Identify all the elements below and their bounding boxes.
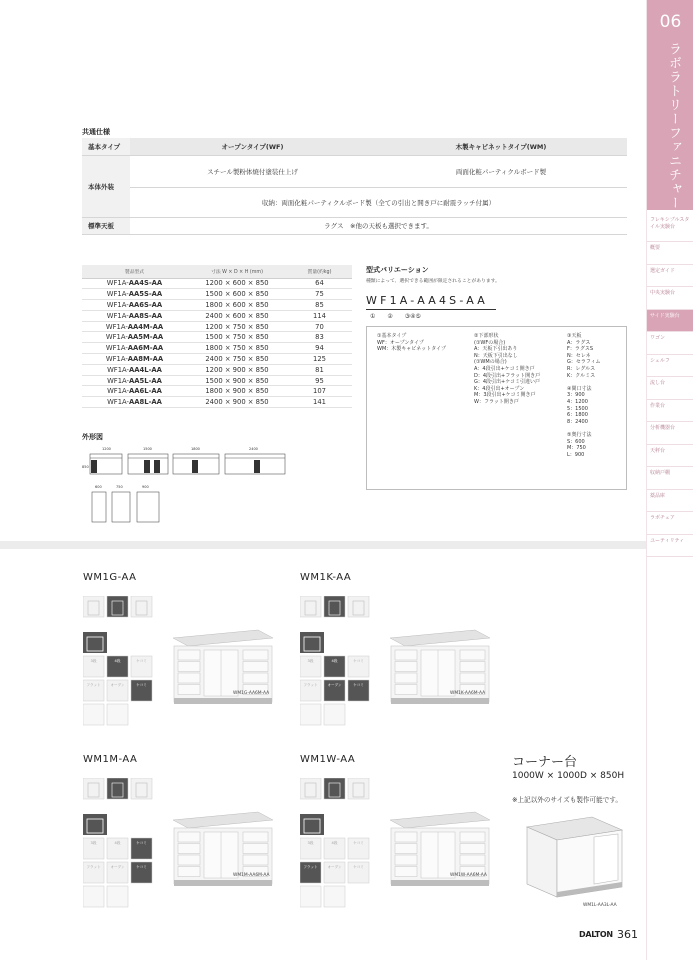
model-weight: 83 — [287, 332, 352, 343]
model-weight: 125 — [287, 354, 352, 365]
sidebar-item[interactable]: ワゴン — [647, 332, 693, 355]
corner-size: 1000W × 1000D × 850H — [512, 771, 625, 781]
model-code — [82, 289, 187, 300]
variation-note: 種類によって、選択できる範囲が限定されることがあります。 — [366, 279, 500, 284]
model-prefix: WF1A- — [107, 365, 129, 374]
variation-line: ②下部形状 — [474, 333, 499, 339]
variation-line: 3：900 — [567, 392, 585, 399]
sidebar-item[interactable]: 流し台 — [647, 377, 693, 400]
model-weight: 141 — [287, 397, 352, 408]
thumbnail-label: 4段 — [331, 841, 338, 845]
thumbnail-label: ケコミ — [353, 841, 364, 845]
variation-code: WF1A-AA4S-AA — [366, 294, 489, 307]
top-thumbnail — [83, 778, 104, 799]
model-code — [82, 397, 187, 408]
section-divider — [0, 541, 646, 549]
cabinet-drawer — [460, 855, 485, 865]
cabinet-drawer — [395, 662, 417, 672]
thumbnail-label: ケコミ — [136, 659, 147, 663]
spec-body-storage: 収納：両面化粧パーティクルボード製（全ての引出と開き戸に耐震ラッチ付属） — [130, 187, 627, 217]
variation-line: G：セラフィム — [567, 359, 601, 366]
spec-body-wm: 両面化粧パーティクルボード製 — [375, 155, 627, 187]
model-size: 1500 × 750 × 850 — [187, 332, 287, 343]
model-suffix: AA8S-AA — [128, 311, 163, 320]
variation-line: D：4段引出+フラット開き戸 — [474, 372, 541, 379]
cabinet-drawer — [395, 867, 417, 877]
cabinet-drawer — [178, 662, 200, 672]
top-thumbnail — [131, 596, 152, 617]
thumbnail-label: オープン — [327, 683, 342, 687]
base-thumbnail — [83, 704, 104, 725]
top-thumbnail — [348, 778, 369, 799]
top-thumbnail — [107, 596, 128, 617]
outline-dim-600: 600 — [95, 485, 102, 489]
cabinet-drawer — [178, 650, 200, 660]
variation-line: 4：1200 — [567, 398, 588, 405]
top-thumbnail — [300, 778, 321, 799]
variation-col-top — [567, 333, 600, 458]
base-thumbnail — [107, 886, 128, 907]
models-row — [82, 300, 352, 311]
variation-line: 6：1800 — [567, 412, 588, 419]
cabinet-drawer — [178, 673, 200, 683]
models-row — [82, 364, 352, 375]
brand-logo: DALTON — [579, 930, 613, 939]
thumbnail-label: オープン — [327, 865, 342, 869]
cabinet-base — [174, 880, 272, 886]
outline-dim-1500: 1500 — [143, 447, 152, 451]
product-title: WM1K-AA — [300, 572, 352, 583]
top-thumbnail — [324, 596, 345, 617]
chapter-title: ラボラトリーファニチャー — [666, 42, 681, 210]
cabinet-base — [391, 880, 489, 886]
variation-title: 型式バリエーション — [366, 266, 429, 274]
cabinet-drawer — [460, 832, 485, 842]
model-weight: 75 — [287, 289, 352, 300]
model-prefix: WF1A- — [106, 279, 129, 288]
model-prefix: WF1A- — [106, 311, 129, 320]
spec-head-label: 基本タイプ — [82, 138, 130, 155]
model-prefix: WF1A- — [106, 290, 129, 299]
model-prefix: WF1A- — [105, 322, 128, 331]
cabinet-drawer — [178, 855, 200, 865]
model-suffix: AA5M-AA — [127, 333, 164, 342]
cabinet-drawer — [178, 832, 200, 842]
model-code — [82, 364, 187, 375]
product-title: WM1W-AA — [300, 754, 356, 765]
sidebar-item[interactable]: シェルフ — [647, 355, 693, 378]
variation-line: G：4段引出+ケコミ引違い戸 — [474, 379, 541, 386]
outline-dim-1200: 1200 — [102, 447, 111, 451]
sidebar-item[interactable]: 選定ガイド — [647, 265, 693, 288]
outline-caption: 外形図 — [82, 433, 103, 441]
top-thumbnail — [348, 596, 369, 617]
model-size: 2400 × 900 × 850 — [187, 397, 287, 408]
thumbnail-label: フラット — [303, 683, 318, 687]
top-thumbnail — [107, 778, 128, 799]
thumbnail-label: 3段 — [90, 841, 97, 845]
product-title: WM1G-AA — [83, 572, 137, 583]
variation-line: (①WMの場合) — [474, 359, 507, 366]
models-row — [82, 375, 352, 386]
model-weight: 94 — [287, 343, 352, 354]
cabinet-drawer — [178, 685, 200, 695]
variation-line: A：ラグス — [567, 339, 591, 346]
model-code — [82, 332, 187, 343]
sidebar-item[interactable]: 概要 — [647, 242, 693, 265]
models-header-weight: 質量(約kg) — [287, 265, 352, 278]
product-caption: WM1K-AA6M-AA — [450, 691, 486, 696]
variation-line: M：3段引出+ケコミ開き戸 — [474, 392, 536, 399]
spec-body-label: 本体外装 — [82, 155, 130, 217]
sidebar-item[interactable]: 中央実験台 — [647, 287, 693, 310]
variation-line: L：900 — [567, 451, 585, 458]
variation-line: 8：2400 — [567, 418, 588, 425]
model-size: 2400 × 600 × 850 — [187, 310, 287, 321]
variation-line: W：フラット開き戸 — [474, 398, 519, 405]
variation-line: K：4段引出+オープン — [474, 385, 525, 392]
thumbnail-label: 3段 — [307, 841, 314, 845]
model-size: 1500 × 900 × 850 — [187, 375, 287, 386]
cabinet-drawer — [460, 844, 485, 854]
cabinet-drawer — [460, 662, 485, 672]
model-prefix: WF1A- — [106, 300, 129, 309]
thumbnail-label: ケコミ — [136, 865, 147, 869]
model-size: 1800 × 750 × 850 — [187, 343, 287, 354]
cabinet-base — [391, 698, 489, 704]
models-header-model: 製品型式 — [82, 265, 187, 278]
outline-dim-850: 850 — [82, 465, 89, 469]
outline-dim-900: 900 — [142, 485, 149, 489]
corner-title: コーナー台 — [512, 755, 578, 770]
outline-dim-750: 750 — [116, 485, 123, 489]
cabinet-drawer — [395, 673, 417, 683]
model-size: 1800 × 600 × 850 — [187, 300, 287, 311]
spec-top-label: 標準天板 — [82, 217, 130, 234]
corner-note: ※上記以外のサイズも製作可能です。 — [512, 796, 622, 804]
model-suffix: AA4S-AA — [128, 279, 163, 288]
sidebar-item[interactable]: ラボチェア — [647, 512, 693, 535]
variation-line — [567, 425, 600, 432]
model-code — [82, 343, 187, 354]
chapter-number: 06 — [659, 12, 682, 32]
model-weight: 64 — [287, 278, 352, 289]
models-row — [82, 332, 352, 343]
variation-col-type — [377, 333, 446, 353]
variation-line: R：レグルス — [567, 365, 596, 372]
models-header-size: 寸法 W × D × H (mm) — [187, 265, 287, 278]
top-thumbnail — [300, 596, 321, 617]
model-prefix: WF1A- — [105, 354, 128, 363]
cabinet-drawer — [243, 662, 268, 672]
variation-box — [366, 326, 627, 490]
thumbnail-label: オープン — [110, 683, 125, 687]
model-suffix: AA8L-AA — [128, 398, 162, 407]
model-size: 1200 × 900 × 850 — [187, 364, 287, 375]
outline-dim-2400: 2400 — [249, 447, 258, 451]
cabinet-drawer — [395, 832, 417, 842]
cabinet-drawer — [395, 650, 417, 660]
models-row — [82, 310, 352, 321]
variation-line: 5：1500 — [567, 405, 588, 412]
variation-line: WF：オープンタイプ — [377, 339, 424, 346]
model-weight: 95 — [287, 375, 352, 386]
sidebar-item[interactable]: ユーティリティ — [647, 535, 693, 558]
model-suffix: AA8M-AA — [127, 354, 164, 363]
cabinet-top — [390, 812, 490, 828]
models-row — [82, 343, 352, 354]
cabinet-top — [173, 812, 273, 828]
thumbnail-label: ケコミ — [353, 865, 364, 869]
spec-body-wf: スチール製粉体焼付塗装仕上げ — [130, 155, 375, 187]
thumbnail-label: 4段 — [331, 659, 338, 663]
top-thumbnail — [83, 632, 107, 653]
variation-line: ③天板 — [567, 333, 582, 339]
model-suffix: AA6M-AA — [127, 344, 164, 353]
top-thumbnail — [324, 778, 345, 799]
thumbnail-label: オープン — [110, 865, 125, 869]
sidebar-item[interactable]: 天秤台 — [647, 445, 693, 468]
model-suffix: AA4L-AA — [128, 365, 162, 374]
product-illustration — [300, 596, 580, 736]
spec-head-wm: 木製キャビネットタイプ(WM) — [375, 138, 627, 155]
base-thumbnail — [300, 886, 321, 907]
model-weight: 81 — [287, 364, 352, 375]
thumbnail-label: フラット — [86, 865, 101, 869]
cabinet-top — [390, 630, 490, 646]
model-size: 2400 × 750 × 850 — [187, 354, 287, 365]
base-thumbnail — [324, 704, 345, 725]
cabinet-drawer — [243, 650, 268, 660]
cabinet-drawer — [395, 685, 417, 695]
model-suffix: AA6L-AA — [128, 387, 162, 396]
sidebar-item[interactable]: 収納戸棚 — [647, 467, 693, 490]
models-row — [82, 278, 352, 289]
variation-line: N：セレネ — [567, 352, 591, 359]
variation-underline — [366, 309, 496, 310]
thumbnail-label: ケコミ — [136, 841, 147, 845]
thumbnail-label: 3段 — [90, 659, 97, 663]
model-weight: 107 — [287, 386, 352, 397]
sidebar-item[interactable]: 薬品庫 — [647, 490, 693, 513]
product-caption: WM1G-AA6M-AA — [233, 691, 270, 696]
models-row — [82, 386, 352, 397]
variation-line: M：750 — [567, 445, 586, 452]
sidebar-item[interactable]: サイド実験台 — [647, 310, 693, 333]
cabinet-drawer — [460, 673, 485, 683]
spec-caption: 共通仕様 — [82, 128, 110, 136]
cabinet-drawer — [243, 844, 268, 854]
model-size: 1200 × 600 × 850 — [187, 278, 287, 289]
model-suffix: AA5S-AA — [128, 290, 163, 299]
spec-table — [82, 138, 627, 235]
sidebar-item[interactable]: フレキシブルスタイル実験台 — [647, 214, 693, 242]
model-weight: 85 — [287, 300, 352, 311]
model-suffix: AA4M-AA — [127, 322, 164, 331]
variation-line: (①WFの場合) — [474, 339, 506, 346]
model-code — [82, 278, 187, 289]
model-prefix: WF1A- — [107, 376, 129, 385]
variation-line: WM：木製キャビネットタイプ — [377, 346, 447, 353]
model-code — [82, 300, 187, 311]
variation-line: A：天板下引出あり — [474, 346, 518, 353]
base-thumbnail — [300, 704, 321, 725]
cabinet-drawer — [395, 844, 417, 854]
thumbnail-label: ケコミ — [136, 683, 147, 687]
variation-line: K：クルミス — [567, 372, 596, 379]
spec-top-value: ラグス ※他の天板も選択できます。 — [130, 217, 627, 234]
cabinet-drawer — [243, 855, 268, 865]
product-caption: WM1W-AA6M-AA — [450, 873, 487, 878]
corner-caption: WM1L-AA3L-AA — [583, 903, 617, 908]
product-title: WM1M-AA — [83, 754, 138, 765]
cabinet-drawer — [243, 832, 268, 842]
thumbnail-label: ケコミ — [353, 659, 364, 663]
variation-line: ⑤奥行寸法 — [567, 431, 592, 438]
cabinet-top — [173, 630, 273, 646]
model-weight: 114 — [287, 310, 352, 321]
model-suffix: AA5L-AA — [128, 376, 162, 385]
model-code — [82, 386, 187, 397]
variation-line: A：4段引出+ケコミ開き戸 — [474, 365, 535, 372]
variation-line: F：ラグスS — [567, 346, 594, 353]
top-thumbnail — [83, 596, 104, 617]
spec-head-wf: オープンタイプ(WF) — [130, 138, 375, 155]
model-size: 1200 × 750 × 850 — [187, 321, 287, 332]
models-table — [82, 265, 352, 408]
models-row — [82, 289, 352, 300]
top-thumbnail — [83, 814, 107, 835]
model-code — [82, 321, 187, 332]
variation-col-shape — [474, 333, 540, 406]
corner-illustration — [522, 812, 627, 902]
top-thumbnail — [131, 778, 152, 799]
base-thumbnail — [324, 886, 345, 907]
models-row — [82, 321, 352, 332]
model-code — [82, 310, 187, 321]
model-size: 1800 × 900 × 850 — [187, 386, 287, 397]
cabinet-drawer — [395, 855, 417, 865]
variation-line: ④間口寸法 — [567, 385, 592, 392]
model-prefix: WF1A- — [105, 344, 128, 353]
model-prefix: WF1A- — [107, 387, 129, 396]
section-sidebar — [646, 0, 693, 960]
variation-markers: ① ② ③④⑤ — [370, 313, 421, 320]
models-row — [82, 354, 352, 365]
outline-drawing — [82, 442, 302, 532]
cabinet-drawer — [460, 650, 485, 660]
model-code — [82, 354, 187, 365]
variation-line: N：天板下引出なし — [474, 352, 518, 359]
product-caption: WM1M-AA6M-AA — [233, 873, 270, 878]
thumbnail-label: フラット — [86, 683, 101, 687]
model-code — [82, 375, 187, 386]
outline-dim-1800: 1800 — [191, 447, 200, 451]
variation-line: S：600 — [567, 438, 585, 445]
base-thumbnail — [107, 704, 128, 725]
models-row — [82, 397, 352, 408]
model-prefix: WF1A- — [105, 333, 128, 342]
model-prefix: WF1A- — [107, 398, 129, 407]
cabinet-drawer — [178, 844, 200, 854]
cabinet-base — [174, 698, 272, 704]
page-number: 361 — [617, 928, 638, 941]
model-suffix: AA6S-AA — [128, 300, 163, 309]
variation-line: ①基本タイプ — [377, 333, 407, 339]
sidebar-item[interactable]: 分析機器台 — [647, 422, 693, 445]
thumbnail-label: 4段 — [114, 659, 121, 663]
sidebar-nav — [647, 214, 693, 557]
cabinet-drawer — [243, 673, 268, 683]
thumbnail-label: ケコミ — [353, 683, 364, 687]
model-size: 1500 × 600 × 850 — [187, 289, 287, 300]
variation-line — [567, 379, 600, 386]
sidebar-item[interactable]: 作業台 — [647, 400, 693, 423]
thumbnail-label: 4段 — [114, 841, 121, 845]
model-weight: 70 — [287, 321, 352, 332]
base-thumbnail — [83, 886, 104, 907]
cabinet-drawer — [178, 867, 200, 877]
thumbnail-label: 3段 — [307, 659, 314, 663]
thumbnail-label: フラット — [303, 865, 318, 869]
sidebar-header — [647, 0, 693, 210]
